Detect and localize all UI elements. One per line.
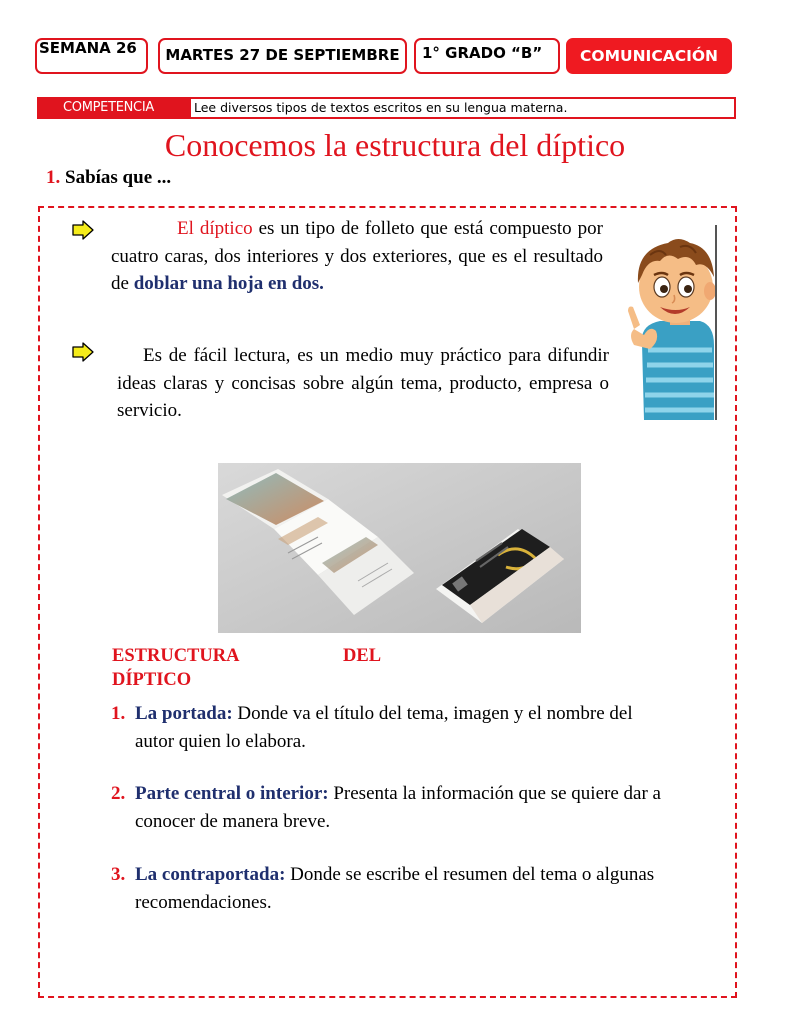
structure-heading-word: DÍPTICO <box>112 670 192 690</box>
item-number: 1. <box>111 703 126 724</box>
competency-bar <box>37 97 736 119</box>
structure-heading <box>112 644 412 690</box>
right-arrow-icon <box>72 342 94 362</box>
definition-text: es un tipo de folleto que está compuesto por cuatro caras, dos interiores y dos exteriores, que es el resultado de <box>111 218 603 294</box>
item-description: Presenta la información que se quiere dar a conocer de manera breve. <box>135 783 661 832</box>
subject-label: COMUNICACIÓN <box>566 38 732 74</box>
page-title: Conocemos la estructura del díptico <box>164 127 626 163</box>
item-number: 2. <box>111 783 126 804</box>
diptych-photo <box>218 463 581 633</box>
right-arrow-icon <box>72 220 94 240</box>
item-term: La portada: <box>135 703 233 724</box>
item-number: 3. <box>111 864 126 885</box>
section-number: 1. <box>46 167 61 188</box>
item-term: Parte central o interior: <box>135 783 329 804</box>
date-label: MARTES 27 DE SEPTIEMBRE <box>158 38 407 74</box>
term-diptico: El díptico <box>177 218 253 239</box>
item-description: Donde va el título del tema, imagen y el nombre del autor quien lo elabora. <box>135 703 633 752</box>
competency-label: COMPETENCIA <box>39 99 189 117</box>
structure-heading-word: ESTRUCTURA <box>112 646 240 666</box>
competency-text: Lee diversos tipos de textos escritos en su lengua materna. <box>189 99 734 117</box>
definition-emphasis: doblar una hoja en dos. <box>133 273 324 294</box>
grade-label: 1° GRADO “B” <box>414 38 560 74</box>
structure-heading-word: DEL <box>343 646 382 666</box>
list-item <box>111 861 676 917</box>
section-heading <box>46 167 171 189</box>
section-label: Sabías que ... <box>65 167 172 188</box>
item-description: Donde se escribe el resumen del tema o algunas recomendaciones. <box>135 864 655 913</box>
paragraph-usage: Es de fácil lectura, es un medio muy práctico para difundir ideas claras y concisas sobre algún tema, producto, empresa o servicio. <box>117 345 609 421</box>
paragraph-definition <box>111 215 603 298</box>
boy-illustration <box>620 225 718 420</box>
list-item <box>111 780 676 836</box>
week-label: SEMANA 26 <box>35 38 148 74</box>
item-term: La contraportada: <box>135 864 286 885</box>
list-item <box>111 700 676 756</box>
